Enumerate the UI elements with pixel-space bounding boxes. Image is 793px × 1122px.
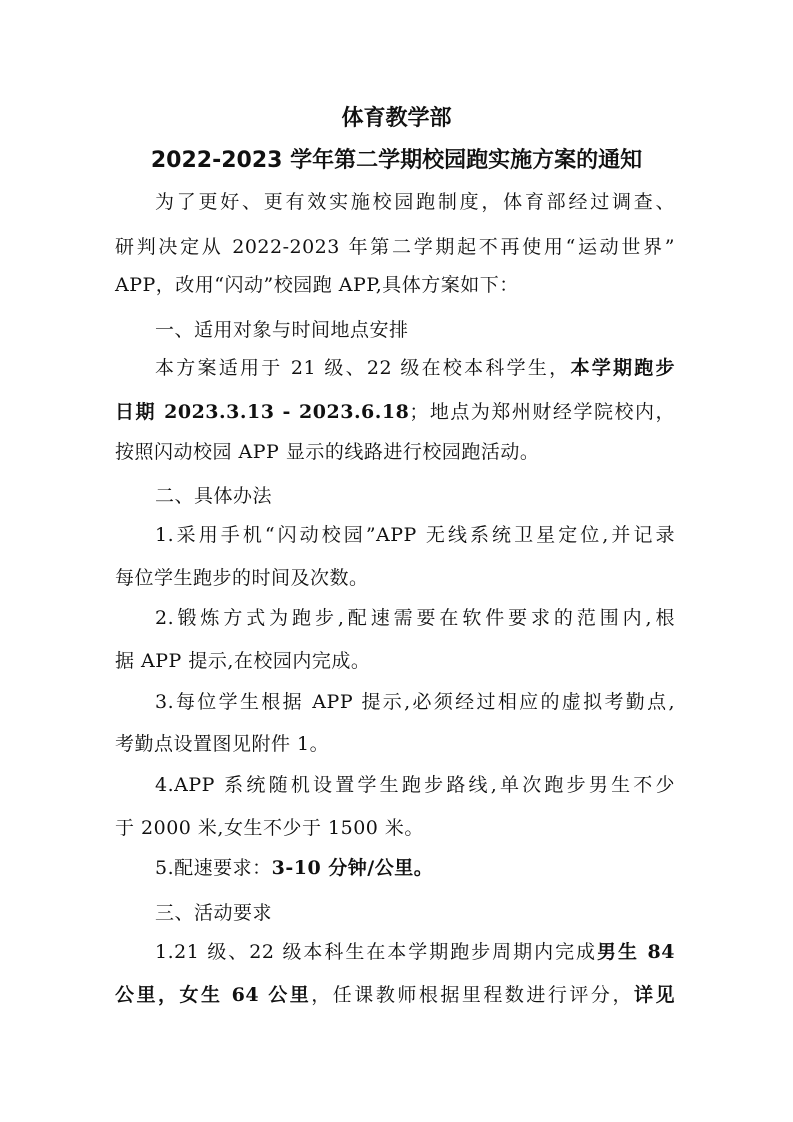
section-2-heading: 二、具体办法 — [155, 485, 273, 507]
document-title-main: 2022-2023 学年第二学期校园跑实施方案的通知 — [150, 148, 643, 173]
section-2-item-2-line-1: 2.锻炼方式为跑步,配速需要在软件要求的范围内,根 — [155, 607, 675, 629]
section-2-item-3-line-1: 3.每位学生根据 APP 提示,必须经过相应的虚拟考勤点, — [155, 691, 675, 713]
section-1-location-text: ；地点为郑州财经学院校内， — [409, 401, 675, 423]
section-1-running-dates: 日期 2023.3.13 - 2023.6.18 — [115, 401, 410, 423]
pace-value: 3-10 分钟/公里。 — [271, 857, 434, 879]
section-2-item-3-line-2: 考勤点设置图见附件 1。 — [115, 733, 330, 755]
intro-line-1: 为了更好、更有效实施校园跑制度，体育部经过调查、 — [155, 191, 675, 213]
section-2-item-4-line-2: 于 2000 米,女生不少于 1500 米。 — [115, 817, 424, 839]
grading-text: ，任课教师根据里程数进行评分， — [311, 984, 634, 1006]
section-2-item-2-line-2: 据 APP 提示,在校园内完成。 — [115, 650, 371, 672]
document-title-department: 体育教学部 — [341, 106, 452, 131]
section-1-paragraph-line-2 — [115, 397, 675, 427]
section-1-bold-text: 本学期跑步 — [570, 357, 675, 379]
section-2-item-1-line-1: 1.采用手机“闪动校园”APP 无线系统卫星定位,并记录 — [155, 524, 675, 546]
section-2-item-4-line-1: 4.APP 系统随机设置学生跑步路线,单次跑步男生不少 — [155, 774, 675, 796]
section-3-text: 1.21 级、22 级本科生在本学期跑步周期内完成 — [155, 941, 598, 963]
section-1-text: 本方案适用于 21 级、22 级在校本科学生， — [155, 357, 571, 379]
see-details-text: 详见 — [633, 984, 675, 1006]
section-3-item-1-line-1 — [155, 937, 675, 967]
section-1-paragraph-line-1 — [155, 353, 675, 383]
intro-line-2: 研判决定从 2022-2023 年第二学期起不再使用“运动世界” — [115, 236, 675, 258]
section-3-item-1-line-2 — [115, 980, 675, 1010]
pace-label: 5.配速要求： — [155, 857, 272, 879]
male-distance-requirement: 男生 84 — [597, 941, 676, 963]
section-2-item-5 — [155, 853, 675, 883]
section-1-paragraph-line-3: 按照闪动校园 APP 显示的线路进行校园跑活动。 — [115, 441, 540, 463]
female-distance-requirement: 公里，女生 64 公里 — [115, 984, 312, 1006]
section-3-heading: 三、活动要求 — [155, 902, 273, 924]
section-1-heading: 一、适用对象与时间地点安排 — [155, 319, 409, 341]
section-2-item-1-line-2: 每位学生跑步的时间及次数。 — [115, 567, 369, 589]
intro-line-3: APP，改用“闪动”校园跑 APP,具体方案如下： — [115, 274, 519, 296]
